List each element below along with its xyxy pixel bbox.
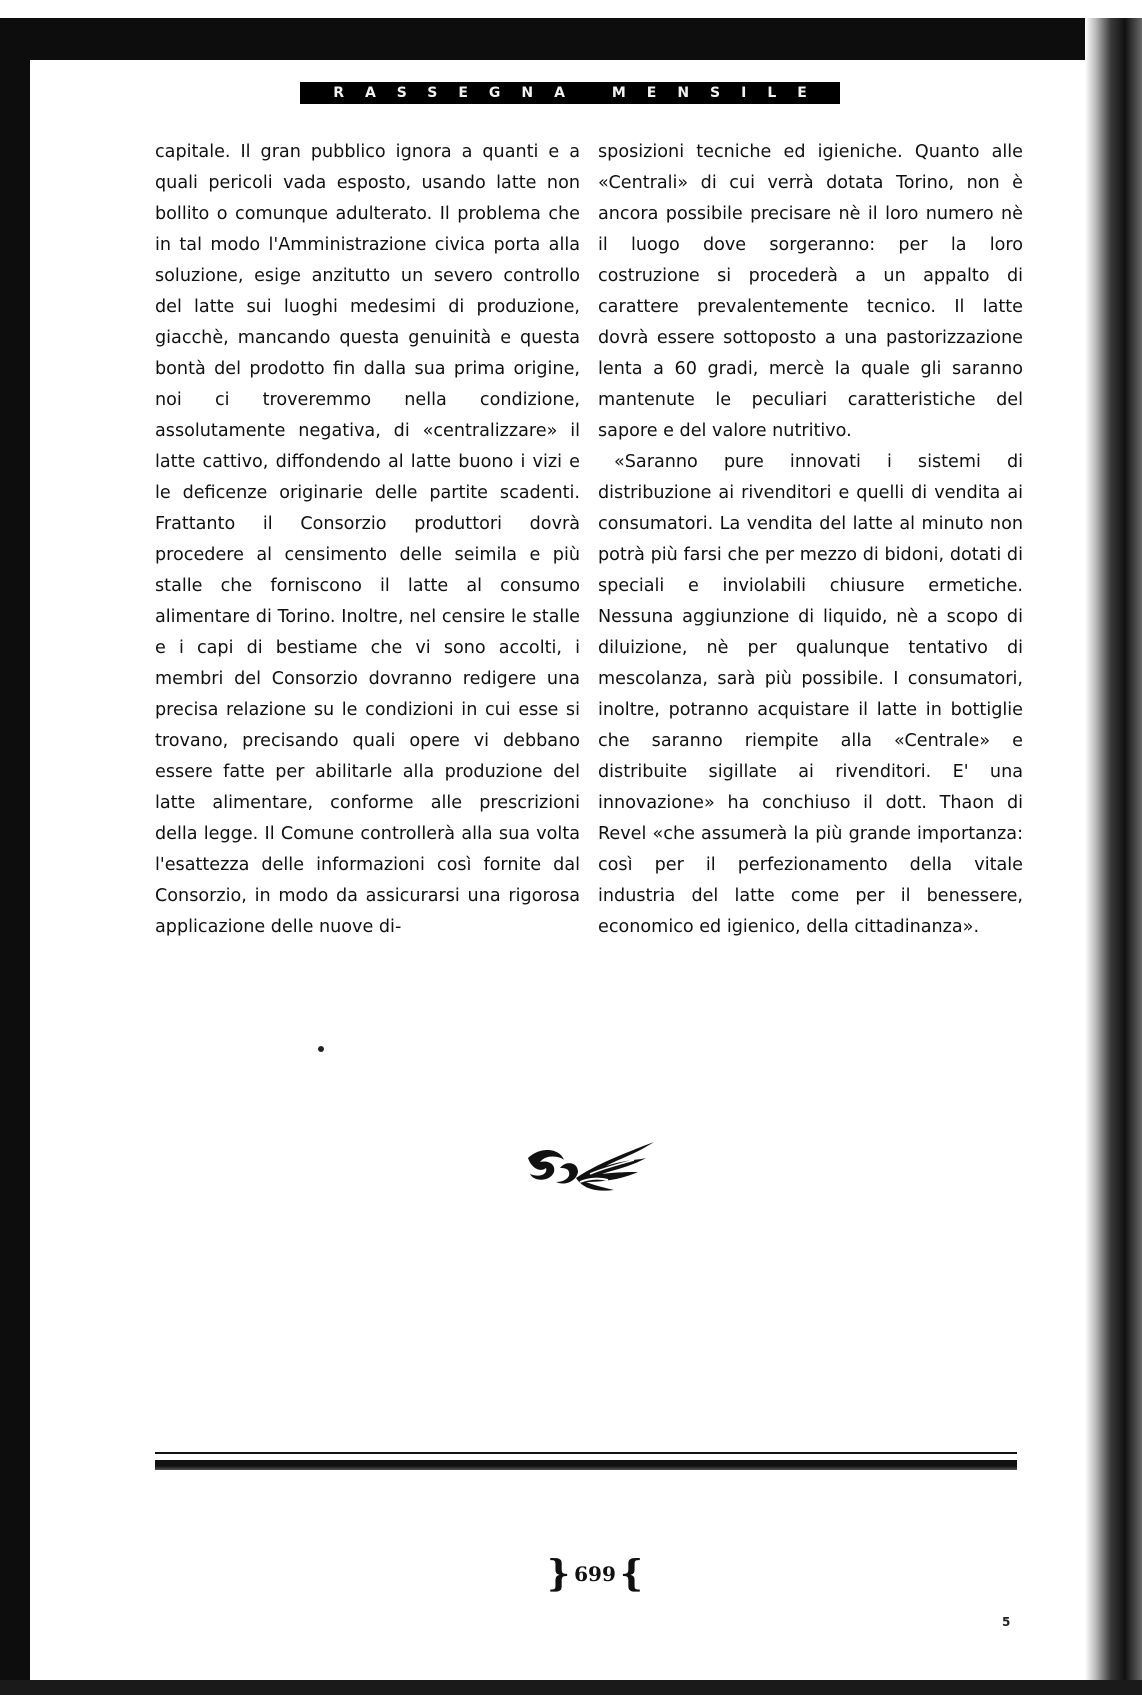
- running-header-title: RASSEGNA MENSILE: [333, 85, 828, 101]
- winged-monogram-icon: [520, 1138, 660, 1198]
- text-column-left: [155, 137, 580, 943]
- brace-left: }: [546, 1553, 571, 1595]
- right-column-paragraph-2: «Saranno pure innovati i sistemi di distribuzione ai rivenditori e quelli di vendita ai consumatori. La vendita del latte al minuto non potrà più farsi che per mezzo di bidoni, dotati di speciali e inviolabili chiusure ermetiche. Nessuna aggiunzione di liquido, nè a scopo di diluizione, nè per qualunque tentativo di mescolanza, sarà più possibile. I consumatori, inoltre, potranno acquistare il latte in bottiglie che saranno riempite alla «Centrale» e distribuite sigillate ai rivenditori. E' una innovazione» ha conchiuso il dott. Thaon di Revel «che assumerà la più grande importanza: così per il perfezionamento della vitale industria del latte come per il benessere, economico ed igienico, della cittadinanza».: [598, 452, 1023, 937]
- print-speck: [318, 1046, 324, 1052]
- signature-mark: 5: [1002, 1615, 1011, 1629]
- footer-rule-thin: [155, 1452, 1017, 1454]
- left-column-paragraph: capitale. Il gran pubblico ignora a quanti e a quali pericoli vada esposto, usando latte non bollito o comunque adulterato. Il problema che in tal modo l'Amministrazione civica porta alla soluzione, esige anzitutto un severo controllo del latte sui luoghi medesimi di produzione, giacchè, mancando questa genuinità e questa bontà del prodotto fin dalla sua prima origine, noi ci troveremmo nella condizione, assolutamente negativa, di «centralizzare» il latte cattivo, diffondendo al latte buono i vizi e le deficenze originarie delle partite scadenti. Frattanto il Consorzio produttori dovrà procedere al censimento delle seimila e più stalle che forniscono il latte al consumo alimentare di Torino. Inoltre, nel censire le stalle e i capi di bestiame che vi sono accolti, i membri del Consorzio dovranno redigere una precisa relazione su le condizioni in cui esse si trovano, precisando quali opere vi debbano essere fatte per abilitarle alla produzione del latte alimentare, conforme alle prescrizioni della legge. Il Comune controllerà alla sua volta l'esattezza delle informazioni così fornite dal Consorzio, in modo da assicurarsi una rigorosa applicazione delle nuove di-: [155, 142, 580, 937]
- text-column-right: [598, 137, 1023, 943]
- scan-border-left: [0, 18, 30, 1695]
- page-number: [540, 1553, 650, 1595]
- scan-border-right: [1085, 18, 1142, 1695]
- footer-rule-thick: [155, 1460, 1017, 1470]
- right-column-paragraph-1: sposizioni tecniche ed igieniche. Quanto alle «Centrali» di cui verrà dotata Torino, non è ancora possibile precisare nè il loro numero nè il luogo dove sorgeranno: per la loro costruzione si procederà a un appalto di carattere prevalentemente tecnico. Il latte dovrà essere sottoposto a una pastorizzazione lenta a 60 gradi, mercè la quale gli saranno mantenute le peculiari caratteristiche del sapore e del valore nutritivo.: [598, 142, 1023, 441]
- page-number-value: 699: [574, 1562, 616, 1586]
- running-header: [300, 82, 840, 104]
- scan-border-bottom: [0, 1680, 1142, 1695]
- scan-border-top: [0, 18, 1142, 60]
- brace-right: {: [619, 1553, 644, 1595]
